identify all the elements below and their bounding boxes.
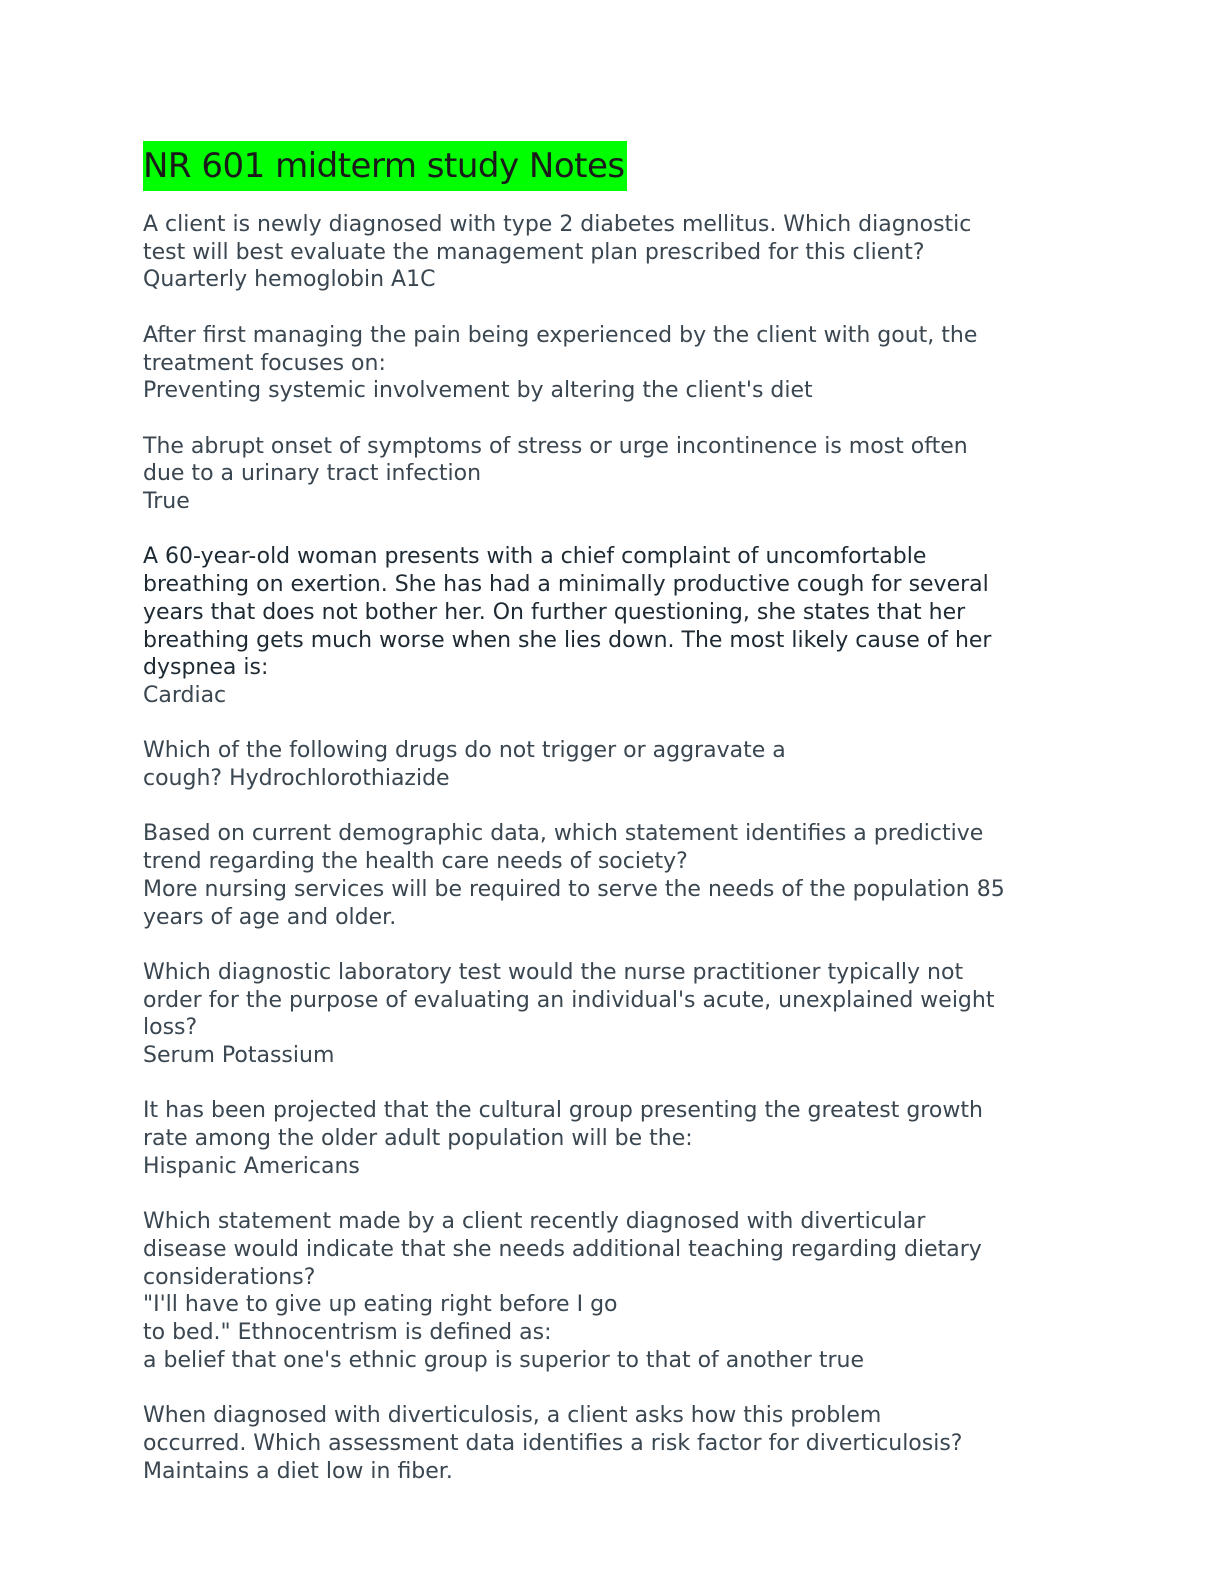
qa-block bbox=[143, 322, 1103, 405]
text-line: due to a urinary tract infection bbox=[143, 461, 482, 487]
qa-block bbox=[143, 820, 1103, 931]
text-line: A client is newly diagnosed with type 2 diabetes mellitus. Which diagnostic bbox=[143, 212, 972, 237]
qa-block bbox=[143, 737, 1103, 792]
qa-block bbox=[143, 1402, 1103, 1485]
text-line: Hispanic Americans bbox=[143, 1153, 360, 1179]
text-line: The abrupt onset of symptoms of stress or urge incontinence is most often bbox=[143, 433, 968, 459]
text-line: It has been projected that the cultural group presenting the greatest growth bbox=[143, 1098, 983, 1124]
text-line: to bed." Ethnocentrism is defined as: bbox=[143, 1320, 552, 1345]
text-line: More nursing services will be required to serve the needs of the population 85 bbox=[143, 876, 1005, 902]
text-line: Quarterly hemoglobin A1C bbox=[143, 267, 436, 293]
text-line: disease would indicate that she needs additional teaching regarding dietary bbox=[143, 1236, 982, 1262]
qa-block bbox=[143, 1097, 1103, 1180]
text-line: dyspnea is: bbox=[143, 655, 269, 681]
text-line: "I'll have to give up eating right before I go bbox=[143, 1292, 618, 1318]
qa-block bbox=[143, 1208, 1103, 1374]
text-line: a belief that one's ethnic group is superior to that of another true bbox=[143, 1347, 864, 1373]
text-line: years that does not bother her. On further questioning, she states that her bbox=[143, 599, 966, 625]
qa-block bbox=[143, 959, 1103, 1070]
qa-block bbox=[143, 211, 1103, 294]
text-line: treatment focuses on: bbox=[143, 350, 386, 376]
text-line: Which statement made by a client recently diagnosed with diverticular bbox=[143, 1209, 926, 1235]
text-line: loss? bbox=[143, 1015, 198, 1041]
text-line: Which of the following drugs do not trigger or aggravate a bbox=[143, 738, 786, 764]
text-line: years of age and older. bbox=[143, 904, 397, 930]
text-line: occurred. Which assessment data identifies a risk factor for diverticulosis? bbox=[143, 1430, 963, 1456]
text-line: Based on current demographic data, which statement identifies a predictive bbox=[143, 821, 984, 847]
text-line: rate among the older adult population will be the: bbox=[143, 1126, 693, 1152]
text-line: considerations? bbox=[143, 1264, 316, 1290]
text-line: Serum Potassium bbox=[143, 1043, 335, 1068]
text-line: A 60-year-old woman presents with a chief complaint of uncomfortable bbox=[143, 544, 927, 570]
text-line: After first managing the pain being experienced by the client with gout, the bbox=[143, 322, 978, 348]
text-line: cough? Hydrochlorothiazide bbox=[143, 766, 450, 791]
text-line: Which diagnostic laboratory test would the nurse practitioner typically not bbox=[143, 959, 964, 985]
qa-block bbox=[143, 543, 1103, 709]
document-title: NR 601 midterm study Notes bbox=[143, 141, 627, 191]
qa-block bbox=[143, 433, 1103, 516]
text-line: test will best evaluate the management plan prescribed for this client? bbox=[143, 239, 925, 265]
text-line: Maintains a diet low in fiber. bbox=[143, 1458, 453, 1484]
text-line: True bbox=[143, 489, 190, 514]
text-line: order for the purpose of evaluating an individual's acute, unexplained weight bbox=[143, 987, 995, 1013]
text-line: When diagnosed with diverticulosis, a client asks how this problem bbox=[143, 1403, 882, 1429]
text-line: Preventing systemic involvement by altering the client's diet bbox=[143, 378, 813, 404]
text-line: breathing on exertion. She has had a minimally productive cough for several bbox=[143, 572, 989, 598]
text-line: Cardiac bbox=[143, 682, 227, 708]
text-line: trend regarding the health care needs of society? bbox=[143, 849, 688, 875]
document-page bbox=[143, 141, 1103, 1513]
text-line: breathing gets much worse when she lies down. The most likely cause of her bbox=[143, 627, 992, 653]
